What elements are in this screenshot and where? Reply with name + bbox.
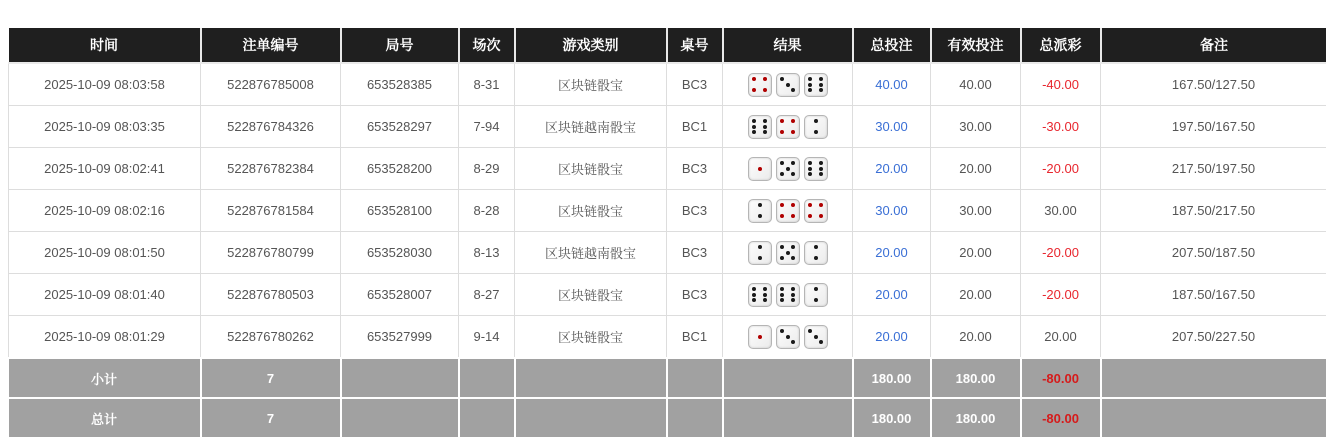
cell-remark: 197.50/167.50 [1101,106,1326,148]
cell-total-bet: 30.00 [853,106,931,148]
cell-table-no: BC3 [667,148,723,190]
table-header [9,28,1326,63]
cell-result [723,63,853,106]
cell-remark: 207.50/187.50 [1101,232,1326,274]
cell-round-no: 653527999 [341,316,459,359]
cell-total-bet: 40.00 [853,63,931,106]
cell-result [723,274,853,316]
cell-time: 2025-10-09 08:01:40 [9,274,201,316]
cell-valid-bet: 30.00 [931,190,1021,232]
cell-total-bet: 30.00 [853,190,931,232]
cell-game-type: 区块链越南骰宝 [515,106,667,148]
cell-footer-remark [1101,398,1326,438]
cell-result [723,232,853,274]
cell-footer-total-payout: -80.00 [1021,398,1101,438]
dice-4-icon [776,199,800,223]
cell-footer-result [723,358,853,398]
dice-6-icon [804,73,828,97]
cell-bet-id: 522876780262 [201,316,341,359]
header-total-bet: 总投注 [853,28,931,63]
table-row [9,106,1326,148]
cell-total-payout: -20.00 [1021,232,1101,274]
cell-total-payout: -30.00 [1021,106,1101,148]
cell-footer-session [459,398,515,438]
cell-total-bet: 20.00 [853,232,931,274]
cell-session: 7-94 [459,106,515,148]
cell-valid-bet: 30.00 [931,106,1021,148]
cell-round-no: 653528030 [341,232,459,274]
cell-footer-table-no [667,358,723,398]
cell-round-no: 653528200 [341,148,459,190]
cell-total-payout: 20.00 [1021,316,1101,359]
cell-table-no: BC3 [667,274,723,316]
header-total-payout: 总派彩 [1021,28,1101,63]
cell-total-bet: 20.00 [853,274,931,316]
cell-table-no: BC1 [667,106,723,148]
cell-time: 2025-10-09 08:02:41 [9,148,201,190]
header-row [9,28,1326,63]
cell-session: 8-29 [459,148,515,190]
header-result: 结果 [723,28,853,63]
cell-game-type: 区块链骰宝 [515,148,667,190]
cell-remark: 187.50/167.50 [1101,274,1326,316]
cell-bet-id: 522876782384 [201,148,341,190]
dice-4-icon [748,73,772,97]
dice-2-icon [748,199,772,223]
cell-valid-bet: 20.00 [931,232,1021,274]
cell-footer-round-no [341,358,459,398]
cell-bet-id: 522876781584 [201,190,341,232]
cell-bet-id: 522876784326 [201,106,341,148]
cell-result [723,316,853,359]
dice-3-icon [804,325,828,349]
header-round-no: 局号 [341,28,459,63]
cell-result [723,106,853,148]
cell-footer-valid-bet: 180.00 [931,358,1021,398]
table-row [9,232,1326,274]
table-body [9,63,1326,358]
cell-session: 9-14 [459,316,515,359]
cell-valid-bet: 20.00 [931,148,1021,190]
cell-footer-total-payout: -80.00 [1021,358,1101,398]
cell-total-payout: -20.00 [1021,148,1101,190]
cell-table-no: BC3 [667,63,723,106]
bet-records-table [8,28,1326,439]
header-remark: 备注 [1101,28,1326,63]
cell-footer-label: 总计 [9,398,201,438]
dice-4-icon [804,199,828,223]
cell-session: 8-13 [459,232,515,274]
cell-result [723,190,853,232]
dice-1-icon [748,325,772,349]
dice-2-icon [804,283,828,307]
dice-3-icon [776,73,800,97]
dice-1-icon [748,157,772,181]
cell-round-no: 653528297 [341,106,459,148]
cell-footer-count: 7 [201,398,341,438]
dice-2-icon [748,241,772,265]
cell-valid-bet: 20.00 [931,316,1021,359]
cell-total-payout: -40.00 [1021,63,1101,106]
cell-game-type: 区块链骰宝 [515,274,667,316]
total-row [9,398,1326,438]
dice-5-icon [776,241,800,265]
cell-footer-game-type [515,358,667,398]
dice-3-icon [776,325,800,349]
cell-footer-game-type [515,398,667,438]
cell-table-no: BC1 [667,316,723,359]
cell-round-no: 653528385 [341,63,459,106]
header-valid-bet: 有效投注 [931,28,1021,63]
cell-footer-total-bet: 180.00 [853,358,931,398]
cell-valid-bet: 40.00 [931,63,1021,106]
cell-footer-round-no [341,398,459,438]
cell-table-no: BC3 [667,190,723,232]
cell-footer-remark [1101,358,1326,398]
cell-game-type: 区块链骰宝 [515,316,667,359]
cell-bet-id: 522876780799 [201,232,341,274]
dice-2-icon [804,115,828,139]
dice-6-icon [748,115,772,139]
cell-total-payout: 30.00 [1021,190,1101,232]
cell-footer-count: 7 [201,358,341,398]
cell-round-no: 653528007 [341,274,459,316]
cell-game-type: 区块链骰宝 [515,63,667,106]
dice-6-icon [748,283,772,307]
header-table-no: 桌号 [667,28,723,63]
cell-time: 2025-10-09 08:03:35 [9,106,201,148]
cell-game-type: 区块链骰宝 [515,190,667,232]
dice-5-icon [776,157,800,181]
cell-result [723,148,853,190]
cell-footer-label: 小计 [9,358,201,398]
cell-footer-valid-bet: 180.00 [931,398,1021,438]
header-time: 时间 [9,28,201,63]
header-game-type: 游戏类别 [515,28,667,63]
cell-session: 8-28 [459,190,515,232]
cell-time: 2025-10-09 08:02:16 [9,190,201,232]
dice-4-icon [776,115,800,139]
cell-session: 8-27 [459,274,515,316]
cell-valid-bet: 20.00 [931,274,1021,316]
cell-remark: 217.50/197.50 [1101,148,1326,190]
cell-footer-session [459,358,515,398]
dice-2-icon [804,241,828,265]
cell-remark: 187.50/217.50 [1101,190,1326,232]
table-row [9,148,1326,190]
table-row [9,274,1326,316]
table-row [9,316,1326,359]
cell-session: 8-31 [459,63,515,106]
header-bet-id: 注单编号 [201,28,341,63]
cell-table-no: BC3 [667,232,723,274]
cell-round-no: 653528100 [341,190,459,232]
table-row [9,190,1326,232]
cell-bet-id: 522876780503 [201,274,341,316]
cell-time: 2025-10-09 08:03:58 [9,63,201,106]
cell-footer-total-bet: 180.00 [853,398,931,438]
cell-game-type: 区块链越南骰宝 [515,232,667,274]
cell-total-payout: -20.00 [1021,274,1101,316]
dice-6-icon [776,283,800,307]
cell-total-bet: 20.00 [853,316,931,359]
table-row [9,63,1326,106]
header-session: 场次 [459,28,515,63]
table-footer [9,358,1326,438]
cell-footer-table-no [667,398,723,438]
cell-remark: 167.50/127.50 [1101,63,1326,106]
subtotal-row [9,358,1326,398]
cell-bet-id: 522876785008 [201,63,341,106]
cell-total-bet: 20.00 [853,148,931,190]
cell-remark: 207.50/227.50 [1101,316,1326,359]
cell-time: 2025-10-09 08:01:29 [9,316,201,359]
dice-6-icon [804,157,828,181]
cell-time: 2025-10-09 08:01:50 [9,232,201,274]
cell-footer-result [723,398,853,438]
